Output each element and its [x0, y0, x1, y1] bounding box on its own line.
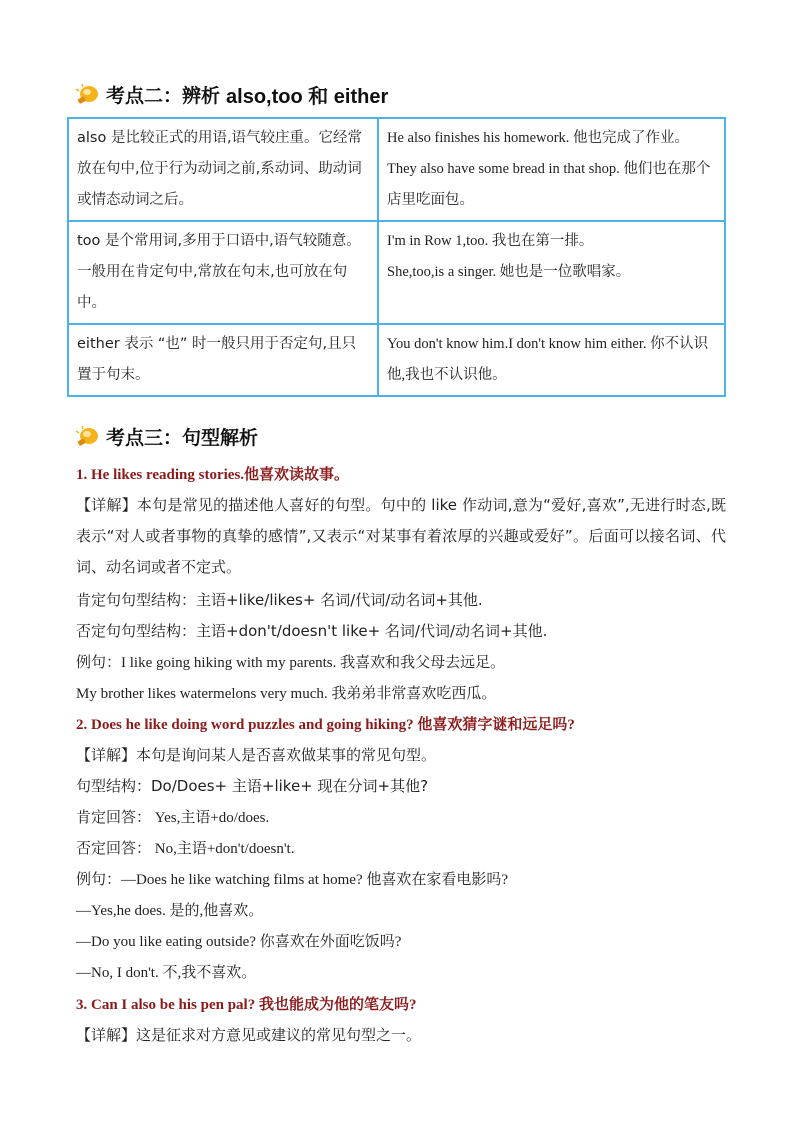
- table-row: [68, 221, 725, 324]
- example-line: He also finishes his homework. 他也完成了作业。: [387, 130, 690, 146]
- q2-example-4: —No, I don't. 不,我不喜欢。: [76, 965, 257, 981]
- q1-detail: 【详解】本句是常见的描述他人喜好的句型。句中的 like 作动词,意为“爱好,喜欢”,无进行时态,既表示“对人或者事物的真挚的感情”,又表示“对某事有着浓厚的兴趣或爱好”。后面可以接名词、代词、动名词或者不定式。: [76, 496, 726, 576]
- q1-example-2: My brother likes watermelons very much. 我弟弟非常喜欢吃西瓜。: [76, 686, 497, 702]
- q2-example-3: —Do you like eating outside? 你喜欢在外面吃饭吗?: [76, 934, 402, 950]
- question-3: 3. Can I also be his pen pal? 我也能成为他的笔友吗?: [76, 997, 417, 1013]
- table-row: [68, 324, 725, 396]
- lightbulb-icon: [74, 425, 100, 449]
- section3-title-cn: 考点三：句型解析: [106, 427, 259, 449]
- table-cell-usage: too 是个常用词,多用于口语中,语气较随意。一般用在肯定句中,常放在句末,也可放在句中。: [68, 221, 378, 324]
- section2-title-cn: 考点二：辨析: [106, 85, 221, 107]
- example-line: You don't know him.I don't know him either. 你不认识他,我也不认识他。: [387, 336, 709, 383]
- q2-no: 否定回答： No,主语+don't/doesn't.: [76, 841, 295, 857]
- lightbulb-icon: [74, 83, 100, 107]
- section3-heading: [74, 423, 258, 450]
- q2-example-1: 例句：—Does he like watching films at home? 他喜欢在家看电影吗?: [76, 872, 509, 888]
- section2-title-latin: also,too 和 either: [226, 86, 389, 108]
- q1-example-1: 例句：I like going hiking with my parents. 我喜欢和我父母去远足。: [76, 655, 506, 671]
- q2-detail: 【详解】本句是询问某人是否喜欢做某事的常见句型。: [76, 746, 437, 764]
- table-row: [68, 118, 725, 221]
- table-cell-examples: [378, 324, 725, 396]
- q1-affirmative: 肯定句句型结构：主语+like/likes+ 名词/代词/动名词+其他.: [76, 591, 483, 609]
- example-line: They also have some bread in that shop. 他们也在那个店里吃面包。: [387, 161, 711, 208]
- table-cell-examples: [378, 118, 725, 221]
- table-cell-usage: either 表示 “也” 时一般只用于否定句,且只置于句末。: [68, 324, 378, 396]
- comparison-table: [67, 117, 726, 397]
- example-line: I'm in Row 1,too. 我也在第一排。: [387, 233, 594, 249]
- section2-heading: [74, 80, 388, 109]
- q3-detail: 【详解】这是征求对方意见或建议的常见句型之一。: [76, 1026, 422, 1044]
- q2-yes: 肯定回答： Yes,主语+do/does.: [76, 810, 270, 826]
- table-cell-usage: also 是比较正式的用语,语气较庄重。它经常放在句中,位于行为动词之前,系动词、助动词或情态动词之后。: [68, 118, 378, 221]
- question-1: 1. He likes reading stories.他喜欢读故事。: [76, 467, 350, 483]
- table-cell-examples: [378, 221, 725, 324]
- question-2: 2. Does he like doing word puzzles and going hiking? 他喜欢猜字谜和远足吗?: [76, 717, 575, 733]
- q2-structure: 句型结构：Do/Does+ 主语+like+ 现在分词+其他?: [76, 777, 429, 795]
- q1-negative: 否定句句型结构：主语+don't/doesn't like+ 名词/代词/动名词+其他.: [76, 622, 548, 640]
- example-line: She,too,is a singer. 她也是一位歌唱家。: [387, 264, 631, 280]
- q2-example-2: —Yes,he does. 是的,他喜欢。: [76, 903, 264, 919]
